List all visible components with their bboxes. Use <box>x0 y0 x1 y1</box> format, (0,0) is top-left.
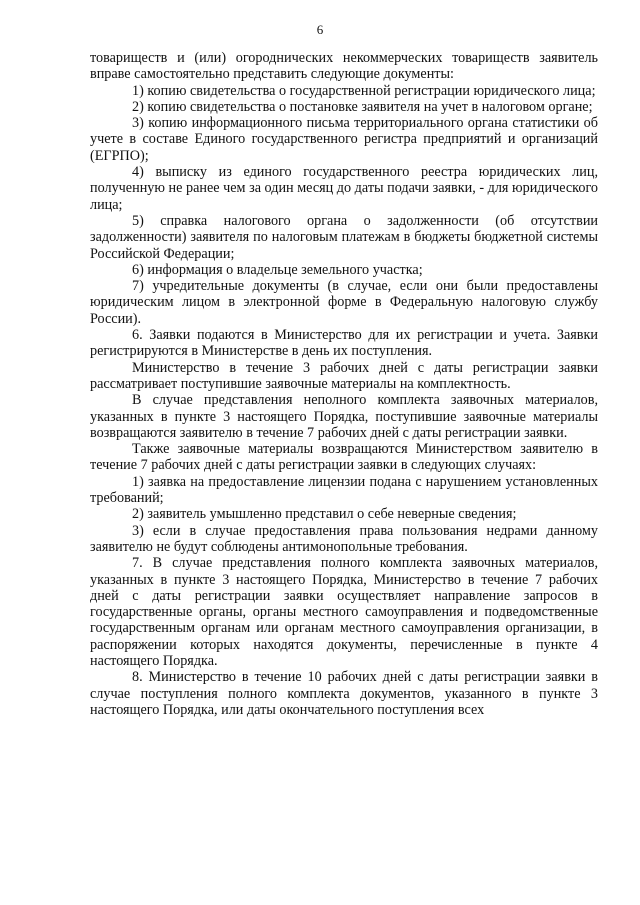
return-case-2: 2) заявитель умышленно представил о себе неверные сведения; <box>132 506 517 523</box>
list-item-2-tax-registration-certificate: 2) копию свидетельства о постановке заявителя на учет в налоговом органе; <box>132 98 593 115</box>
page-number: 6 <box>316 22 324 37</box>
list-item-6-land-owner-info: 6) информация о владельце земельного участка; <box>132 261 423 278</box>
return-case-3: 3) если в случае предоставления права пользования недрами данному заявителю не будут соблюдены антимонопольные требования. <box>90 522 598 555</box>
paragraph-clause-6: 6. Заявки подаются в Министерство для их регистрации и учета. Заявки регистрируются в Министерстве в день их поступления. <box>90 327 598 360</box>
paragraph-completeness-review: Министерство в течение 3 рабочих дней с даты регистрации заявки рассматривает поступившие заявочные материалы на комплектность. <box>90 359 598 392</box>
list-item-5-tax-debt-certificate: 5) справка налогового органа о задолженности (об отсутствии задолженности) заявителя по налоговым платежам в бюджеты бюджетной системы Российской Федерации; <box>90 212 598 262</box>
return-case-1: 1) заявка на предоставление лицензии подана с нарушением установленных требований; <box>90 473 598 507</box>
list-item-4-egrul-extract: 4) выписку из единого государственного реестра юридических лиц, полученную не ранее чем за один месяц до даты подачи заявки, - для юридического лица; <box>90 164 598 213</box>
paragraph-return-cases: Также заявочные материалы возвращаются Министерством заявителю в течение 7 рабочих дней с даты регистрации заявки в следующих случаях: <box>90 441 598 474</box>
list-item-7-constituent-documents: 7) учредительные документы (в случае, если они были предоставлены юридическим лицом в электронной форме в Федеральную налоговую службу России). <box>90 278 598 327</box>
paragraph-intro: товариществ и (или) огороднических некоммерческих товариществ заявитель вправе самостоятельно представить следующие документы: <box>90 50 598 83</box>
document-body <box>90 50 598 718</box>
paragraph-incomplete-return: В случае представления неполного комплекта заявочных материалов, указанных в пункте 3 настоящего Порядка, поступившие заявочные материалы возвращаются заявителю в течение 7 рабочих дней с даты регистрации заявки. <box>90 392 598 441</box>
paragraph-clause-8: 8. Министерство в течение 10 рабочих дней с даты регистрации заявки в случае поступления полного комплекта документов, указанного в пункте 3 настоящего Порядка, или даты окончательного поступления всех <box>90 669 598 718</box>
paragraph-clause-7: 7. В случае представления полного комплекта заявочных материалов, указанных в пункте 3 настоящего Порядка, Министерство в течение 7 рабочих дней с даты регистрации заявки осуществляет направление запросов в государственные органы, органы местного самоуправления и подведомственные государственным органам или органам местного самоуправления организации, в распоряжении которых находятся документы, перечисленные в пункте 4 настоящего Порядка. <box>90 555 598 669</box>
list-item-3-statistics-letter: 3) копию информационного письма территориального органа статистики об учете в составе Единого государственного регистра предприятий и организаций (ЕГРПО); <box>90 115 598 164</box>
list-item-1-registration-certificate: 1) копию свидетельства о государственной регистрации юридического лица; <box>132 82 596 99</box>
